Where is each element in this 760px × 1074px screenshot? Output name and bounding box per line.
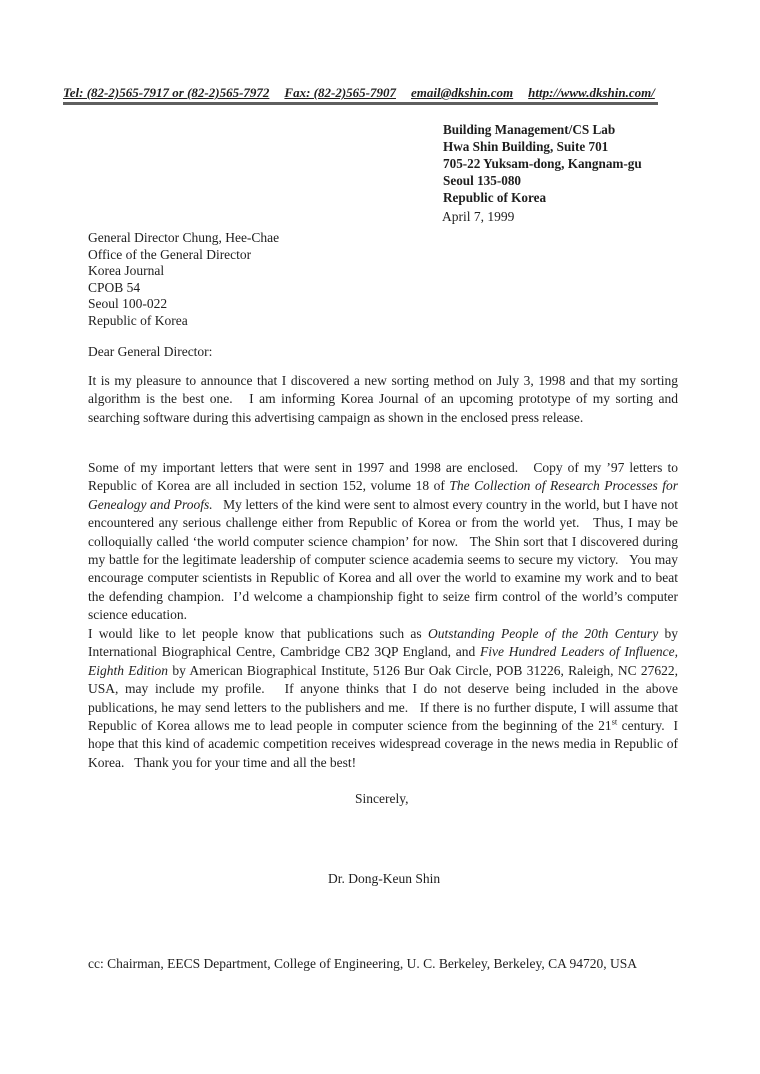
sender-address-block — [443, 121, 642, 206]
date-line: April 7, 1999 — [442, 209, 515, 224]
paragraph-text: I would like to let people know that publications such as — [88, 626, 428, 641]
website-text: http://www.dkshin.com/ — [528, 85, 655, 100]
paragraph-text: st — [611, 716, 618, 727]
sender-address-line: Republic of Korea — [443, 190, 547, 205]
sender-address-line: Seoul 135-080 — [443, 173, 522, 188]
salutation: Dear General Director: — [88, 344, 213, 359]
recipient-line: Seoul 100-022 — [88, 296, 168, 312]
paragraph-text: by American Biographical Institute, 5126 Bur Oak Circle, POB 31226, Raleigh, NC 27622, USA, may include my profile. If anyone thinks that I do not deserve being included in the above publications, he may send letters to the publishers and me. If there is no further dispute, I will assume that Republic of Korea allows me to lead people in computer science from the beginning of the 21 — [88, 662, 682, 734]
paragraph-text: century. I hope that this kind of academic competition receives widespread coverage in the news media in Republic of Korea. Thank you for your time and all the best! — [88, 718, 682, 770]
body-paragraph-2 — [88, 459, 682, 625]
italic-title-text: Outstanding People of the 20th Century — [427, 626, 659, 641]
sender-address-line: 705-22 Yuksam-dong, Kangnam-gu — [443, 156, 642, 171]
recipient-line: Republic of Korea — [88, 312, 188, 328]
recipient-line: Office of the General Director — [88, 246, 252, 262]
paragraph-text: My letters of the kind were sent to almost every country in the world, but I have not encountered any serious challenge either from Republic of Korea or from the world yet. Thus, I may be colloquially called ‘the world computer science champion’ for now. The Shin sort that I discovered during my battle for the legitimate leadership of computer science academia seems to secure my victory. You may encourage computer scientists in Republic of Korea and all over the world to examine my work and to beat the defending champion. I’d welcome a championship fight to seize firm control of the world’s computer science education. — [88, 496, 682, 623]
cc-line: cc: Chairman, EECS Department, College of Engineering, U. C. Berkeley, Berkeley, CA 94720, USA — [88, 956, 638, 971]
closing-sincerely: Sincerely, — [355, 791, 409, 806]
paragraph-text: It is my pleasure to announce that I discovered a new sorting method on July 3, 1998 and that my sorting algorithm is the best one. I am informing Korea Journal of an upcoming prototype of my sorting and searching software during this advertising campaign as shown in the enclosed press release. — [88, 373, 682, 425]
body-paragraph-1 — [88, 372, 682, 427]
fax-text: Fax: (82-2)565-7907 — [284, 85, 396, 100]
tel-text: Tel: (82-2)565-7917 or (82-2)565-7972 — [63, 85, 270, 100]
paragraph-text: by International Biographical Centre, Cambridge CB2 3QP England, and — [88, 626, 682, 660]
sender-address-line: Building Management/CS Lab — [443, 122, 616, 137]
recipient-line: Korea Journal — [88, 263, 165, 279]
email-text: email@dkshin.com — [410, 85, 514, 100]
recipient-line: General Director Chung, Hee-Chae — [88, 230, 280, 245]
italic-title-text: Five Hundred Leaders of Influence, Eighth Edition — [88, 644, 682, 678]
signature-name: Dr. Dong-Keun Shin — [328, 871, 441, 886]
header-contact-line — [63, 85, 658, 105]
sender-address-line: Hwa Shin Building, Suite 701 — [443, 139, 609, 154]
italic-title-text: The Collection of Research Processes for Genealogy and Proofs. — [88, 478, 682, 512]
recipient-address-block — [88, 230, 279, 330]
recipient-line: CPOB 54 — [88, 279, 141, 295]
body-paragraph-3 — [88, 625, 682, 772]
paragraph-text: Some of my important letters that were sent in 1997 and 1998 are enclosed. Copy of my ’97 letters to Republic of Korea are all included in section 152, volume 18 of — [88, 460, 682, 494]
